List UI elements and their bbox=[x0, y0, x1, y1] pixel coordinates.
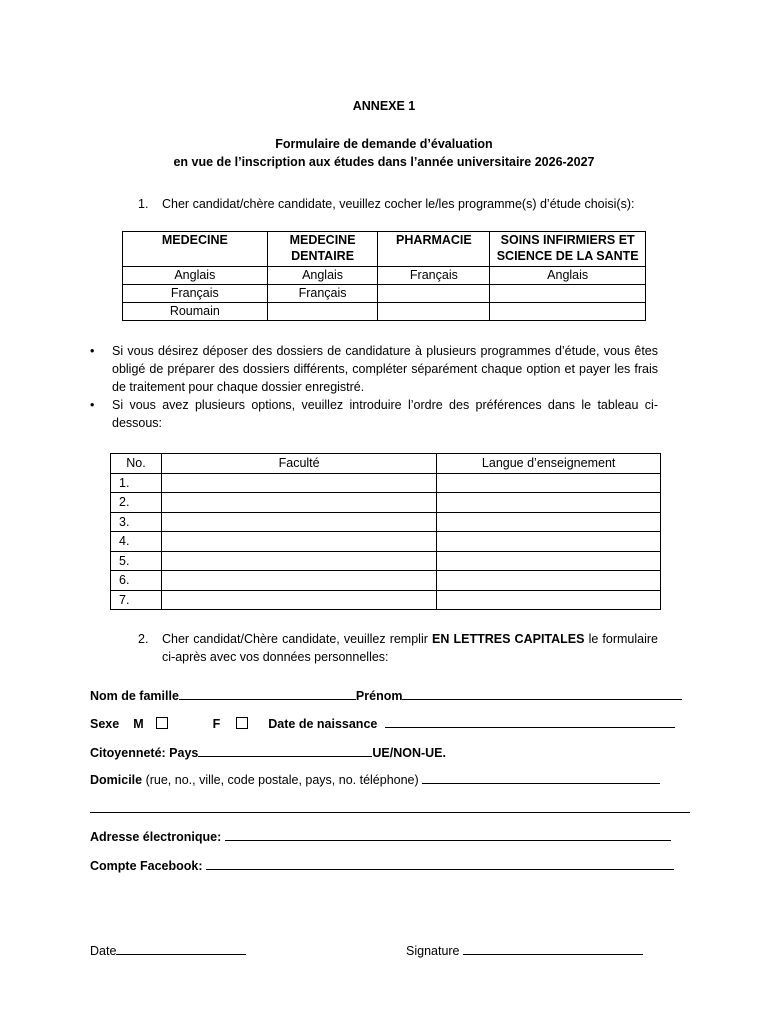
table-row bbox=[123, 267, 646, 285]
section2-text-after: le formulaire ci-après avec vos données personnelles: bbox=[162, 632, 658, 664]
program-cell[interactable]: Français bbox=[123, 285, 268, 303]
program-header: SOINS INFIRMIERS ET SCIENCE DE LA SANTE bbox=[490, 232, 646, 267]
section2-number: 2. bbox=[138, 632, 149, 646]
bullet-text: Si vous désirez déposer des dossiers de candidature à plusieurs programmes d’étude, vous êtes obligé de préparer des dossiers différents, compléter séparément chaque option et payer les frais de traitement pour chaque dossier enregistré. bbox=[112, 344, 658, 394]
facebook-row bbox=[90, 857, 674, 873]
sexe-m-checkbox[interactable] bbox=[156, 717, 168, 729]
faculty-cell[interactable] bbox=[161, 493, 436, 513]
domicile-label: Domicile bbox=[90, 773, 143, 787]
language-cell[interactable] bbox=[437, 590, 661, 610]
faculty-cell[interactable] bbox=[161, 473, 436, 493]
language-cell[interactable] bbox=[437, 473, 661, 493]
sexe-m-label: M bbox=[133, 717, 144, 731]
form-title-line2: en vue de l’inscription aux études dans l’année universitaire 2026-2027 bbox=[173, 155, 595, 169]
email-field[interactable] bbox=[225, 828, 671, 841]
program-cell[interactable]: Roumain bbox=[123, 303, 268, 321]
pref-header-language: Langue d’enseignement bbox=[437, 454, 661, 474]
instructions-list bbox=[90, 342, 658, 432]
table-row bbox=[111, 571, 661, 591]
bullet-icon: • bbox=[90, 398, 95, 412]
preferences-header-row bbox=[111, 454, 661, 474]
prenom-label: Prénom bbox=[355, 689, 403, 703]
faculty-cell[interactable] bbox=[161, 512, 436, 532]
pref-number: 7. bbox=[111, 590, 162, 610]
pref-header-no: No. bbox=[111, 454, 162, 474]
date-signature-row bbox=[90, 942, 246, 958]
pref-number: 3. bbox=[111, 512, 162, 532]
domicile-field[interactable] bbox=[422, 771, 660, 784]
pref-number: 1. bbox=[111, 473, 162, 493]
preferences-table bbox=[110, 453, 661, 610]
citizenship-row bbox=[90, 744, 446, 760]
faculty-cell[interactable] bbox=[161, 532, 436, 552]
name-row bbox=[90, 687, 682, 703]
program-header: MEDECINE bbox=[123, 232, 268, 267]
table-row bbox=[111, 551, 661, 571]
bullet-icon: • bbox=[90, 344, 95, 358]
faculty-cell[interactable] bbox=[161, 590, 436, 610]
table-row bbox=[111, 493, 661, 513]
program-cell[interactable]: Anglais bbox=[123, 267, 268, 285]
email-row bbox=[90, 828, 671, 844]
sexe-f-checkbox[interactable] bbox=[236, 717, 248, 729]
date-label: Date bbox=[90, 944, 117, 958]
language-cell[interactable] bbox=[437, 493, 661, 513]
signature-label: Signature bbox=[406, 944, 463, 958]
signature-block bbox=[406, 942, 643, 958]
section2-text-bold: EN LETTRES CAPITALES bbox=[432, 632, 585, 646]
citoyennete-label: Citoyenneté: Pays bbox=[90, 746, 199, 760]
section2-instruction bbox=[138, 630, 658, 666]
nom-label: Nom de famille bbox=[90, 689, 179, 703]
language-cell[interactable] bbox=[437, 512, 661, 532]
annex-title: ANNEXE 1 bbox=[352, 99, 416, 113]
programs-header-row bbox=[123, 232, 646, 267]
section2-text bbox=[162, 630, 658, 666]
nom-field[interactable] bbox=[179, 687, 356, 700]
table-row bbox=[111, 512, 661, 532]
section1-text: Cher candidat/chère candidate, veuillez cocher le/les programme(s) d’étude choisi(s): bbox=[162, 197, 635, 211]
domicile-row bbox=[90, 771, 660, 787]
sexe-f-label: F bbox=[212, 717, 221, 731]
program-cell[interactable]: Français bbox=[378, 267, 490, 285]
programs-table bbox=[122, 231, 646, 321]
program-cell[interactable]: Anglais bbox=[267, 267, 378, 285]
pref-number: 4. bbox=[111, 532, 162, 552]
section2-text-before: Cher candidat/Chère candidate, veuillez remplir bbox=[162, 632, 433, 646]
program-header: MEDECINE DENTAIRE bbox=[267, 232, 378, 267]
program-cell[interactable] bbox=[490, 303, 646, 321]
table-row bbox=[111, 473, 661, 493]
facebook-label: Compte Facebook: bbox=[90, 859, 203, 873]
faculty-cell[interactable] bbox=[161, 551, 436, 571]
pref-number: 6. bbox=[111, 571, 162, 591]
program-cell[interactable] bbox=[378, 285, 490, 303]
adresse-label: Adresse électronique: bbox=[90, 830, 222, 844]
program-header: PHARMACIE bbox=[378, 232, 490, 267]
table-row bbox=[123, 303, 646, 321]
program-cell[interactable] bbox=[267, 303, 378, 321]
program-cell[interactable]: Anglais bbox=[490, 267, 646, 285]
table-row bbox=[111, 532, 661, 552]
program-cell[interactable] bbox=[378, 303, 490, 321]
bullet-text: Si vous avez plusieurs options, veuillez introduire l’ordre des préférences dans le tableau ci-dessous: bbox=[112, 398, 658, 430]
prenom-field[interactable] bbox=[402, 687, 682, 700]
facebook-field[interactable] bbox=[206, 857, 674, 870]
program-cell[interactable] bbox=[490, 285, 646, 303]
list-item bbox=[90, 396, 658, 432]
domicile-row-2 bbox=[90, 800, 690, 816]
sexe-label: Sexe bbox=[90, 717, 120, 731]
section1-number: 1. bbox=[138, 197, 149, 211]
language-cell[interactable] bbox=[437, 532, 661, 552]
pref-number: 5. bbox=[111, 551, 162, 571]
pref-header-faculty: Faculté bbox=[161, 454, 436, 474]
signature-field[interactable] bbox=[463, 942, 643, 955]
domicile-detail: (rue, no., ville, code postale, pays, no. téléphone) bbox=[142, 773, 423, 787]
language-cell[interactable] bbox=[437, 571, 661, 591]
sex-dob-row bbox=[90, 715, 675, 731]
table-row bbox=[123, 285, 646, 303]
pref-number: 2. bbox=[111, 493, 162, 513]
date-naissance-field[interactable] bbox=[385, 715, 675, 728]
language-cell[interactable] bbox=[437, 551, 661, 571]
faculty-cell[interactable] bbox=[161, 571, 436, 591]
pays-field[interactable] bbox=[198, 744, 372, 757]
table-row bbox=[111, 590, 661, 610]
form-title-line1: Formulaire de demande d’évaluation bbox=[275, 137, 493, 151]
ue-label: UE/NON-UE. bbox=[372, 746, 446, 760]
date-naissance-label: Date de naissance bbox=[268, 717, 378, 731]
program-cell[interactable]: Français bbox=[267, 285, 378, 303]
list-item bbox=[90, 342, 658, 396]
date-field[interactable] bbox=[116, 942, 246, 955]
domicile-field-continued[interactable] bbox=[90, 800, 690, 813]
section1-instruction bbox=[138, 195, 658, 213]
